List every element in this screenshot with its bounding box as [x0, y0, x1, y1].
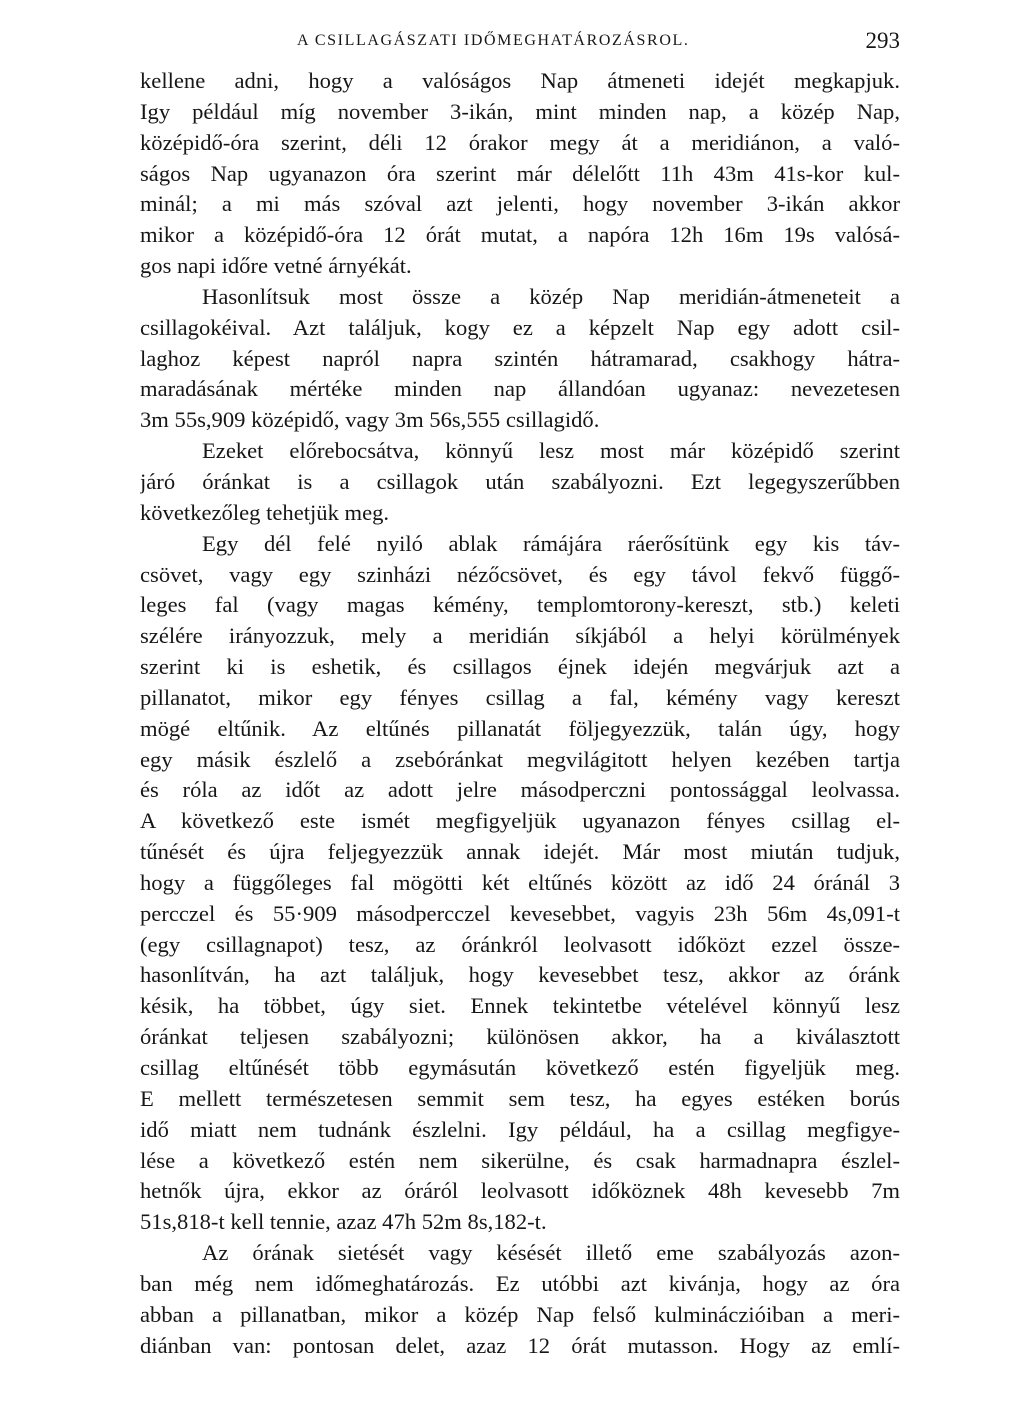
text-line: kellene adni, hogy a valóságos Nap átmeneti idejét megkapjuk. [140, 68, 900, 93]
text-line: járó óránkat is a csillagok után szabályozni. Ezt legegyszerűbben [140, 468, 900, 494]
text-line: hasonlítván, ha azt találjuk, hogy kevesebbet tesz, akkor az óránk [140, 962, 900, 988]
text-line: hetnők újra, ekkor az óráról leolvasott időköznek 48h kevesebb 7m [140, 1178, 900, 1204]
text-line: csillag eltűnését több egymásután következő estén figyeljük meg. [140, 1055, 900, 1080]
text-line: 51s,818-t kell tennie, azaz 47h 52m 8s,182-t. [140, 1209, 547, 1235]
text-line: maradásának mértéke minden nap állandóan ugyanaz: nevezetesen [140, 376, 900, 402]
text-line: diánban van: pontosan delet, azaz 12 órát mutasson. Hogy az emlí- [140, 1332, 900, 1358]
text-line: percczel és 55·909 másodpercczel kevesebbet, vagyis 23h 56m 4s,091-t [140, 900, 900, 926]
text-line: idő miatt nem tudnánk észlelni. Igy például, ha a csillag megfigye- [140, 1116, 900, 1142]
text-line: és róla az időt az adott jelre másodperczni pontossággal leolvassa. [140, 777, 900, 803]
text-line: ban még nem időmeghatározás. Ez utóbbi azt kivánja, hogy az óra [140, 1270, 900, 1296]
text-line: mögé eltűnik. Az eltűnés pillanatát följegyezzük, talán úgy, hogy [140, 715, 900, 741]
text-line: pillanatot, mikor egy fényes csillag a fal, kémény vagy kereszt [140, 684, 900, 710]
text-line: középidő-óra szerint, déli 12 órakor megy át a meridiánon, a való- [140, 129, 900, 155]
text-line: hogy a függőleges fal mögötti két eltűnés között az idő 24 óránál 3 [140, 869, 900, 895]
page-header [140, 26, 900, 58]
text-line: szélére irányozzuk, mely a meridián síkjából a helyi körülmények [140, 623, 900, 649]
text-line: Igy például míg november 3-ikán, mint minden nap, a közép Nap, [140, 98, 900, 124]
running-title: A CSILLAGÁSZATI IDŐMEGHATÁROZÁSROL. [297, 32, 690, 49]
text-line: tűnését és újra feljegyezzük annak idejét. Már most miután tudjuk, [140, 839, 900, 865]
text-line: Hasonlítsuk most össze a közép Nap meridián-átmeneteit a [202, 283, 900, 309]
text-line: csövet, vagy egy szinházi nézőcsövet, és egy távol fekvő függő- [140, 561, 900, 587]
text-line: A következő este ismét megfigyeljük ugyanazon fényes csillag el- [140, 808, 900, 834]
text-line: 3m 55s,909 középidő, vagy 3m 56s,555 csillagidő. [140, 407, 600, 433]
text-line: késik, ha többet, úgy siet. Ennek tekintetbe vételével könnyű lesz [140, 993, 900, 1019]
text-line: abban a pillanatban, mikor a közép Nap felső kulmináczióiban a meri- [140, 1301, 900, 1327]
text-line: E mellett természetesen semmit sem tesz, ha egyes estéken borús [140, 1085, 900, 1111]
body-text [140, 66, 900, 1361]
text-line: minál; a mi más szóval azt jelenti, hogy november 3-ikán akkor [140, 191, 900, 217]
text-line: (egy csillagnapot) tesz, az óránkról leolvasott időközt ezzel össze- [140, 931, 900, 957]
text-line: Az órának sietését vagy késését illető eme szabályozás azon- [202, 1240, 900, 1266]
text-line: lése a következő estén nem sikerülne, és csak harmadnapra észlel- [140, 1147, 900, 1173]
text-line: mikor a középidő-óra 12 órát mutat, a napóra 12h 16m 19s valósá- [140, 222, 900, 248]
text-line: ságos Nap ugyanazon óra szerint már délelőtt 11h 43m 41s-kor kul- [140, 160, 900, 186]
page-number: 293 [865, 28, 900, 53]
text-line: leges fal (vagy magas kémény, templomtorony-kereszt, stb.) keleti [140, 592, 900, 618]
text-line: óránkat teljesen szabályozni; különösen akkor, ha a kiválasztott [140, 1024, 900, 1050]
text-line: következőleg tehetjük meg. [140, 499, 390, 525]
text-line: egy másik észlelő a zsebóránkat megvilágitott helyen kezében tartja [140, 746, 900, 772]
text-line: Egy dél felé nyiló ablak rámájára ráerősítünk egy kis táv- [202, 530, 900, 556]
text-line: szerint ki is eshetik, és csillagos éjnek idején megvárjuk azt a [140, 654, 900, 680]
text-line: Ezeket előrebocsátva, könnyű lesz most már középidő szerint [202, 438, 900, 464]
text-line: laghoz képest napról napra szintén hátramarad, csakhogy hátra- [140, 345, 900, 371]
text-line: csillagokéival. Azt találjuk, kogy ez a képzelt Nap egy adott csil- [140, 314, 900, 340]
text-line: gos napi időre vetné árnyékát. [140, 253, 412, 279]
